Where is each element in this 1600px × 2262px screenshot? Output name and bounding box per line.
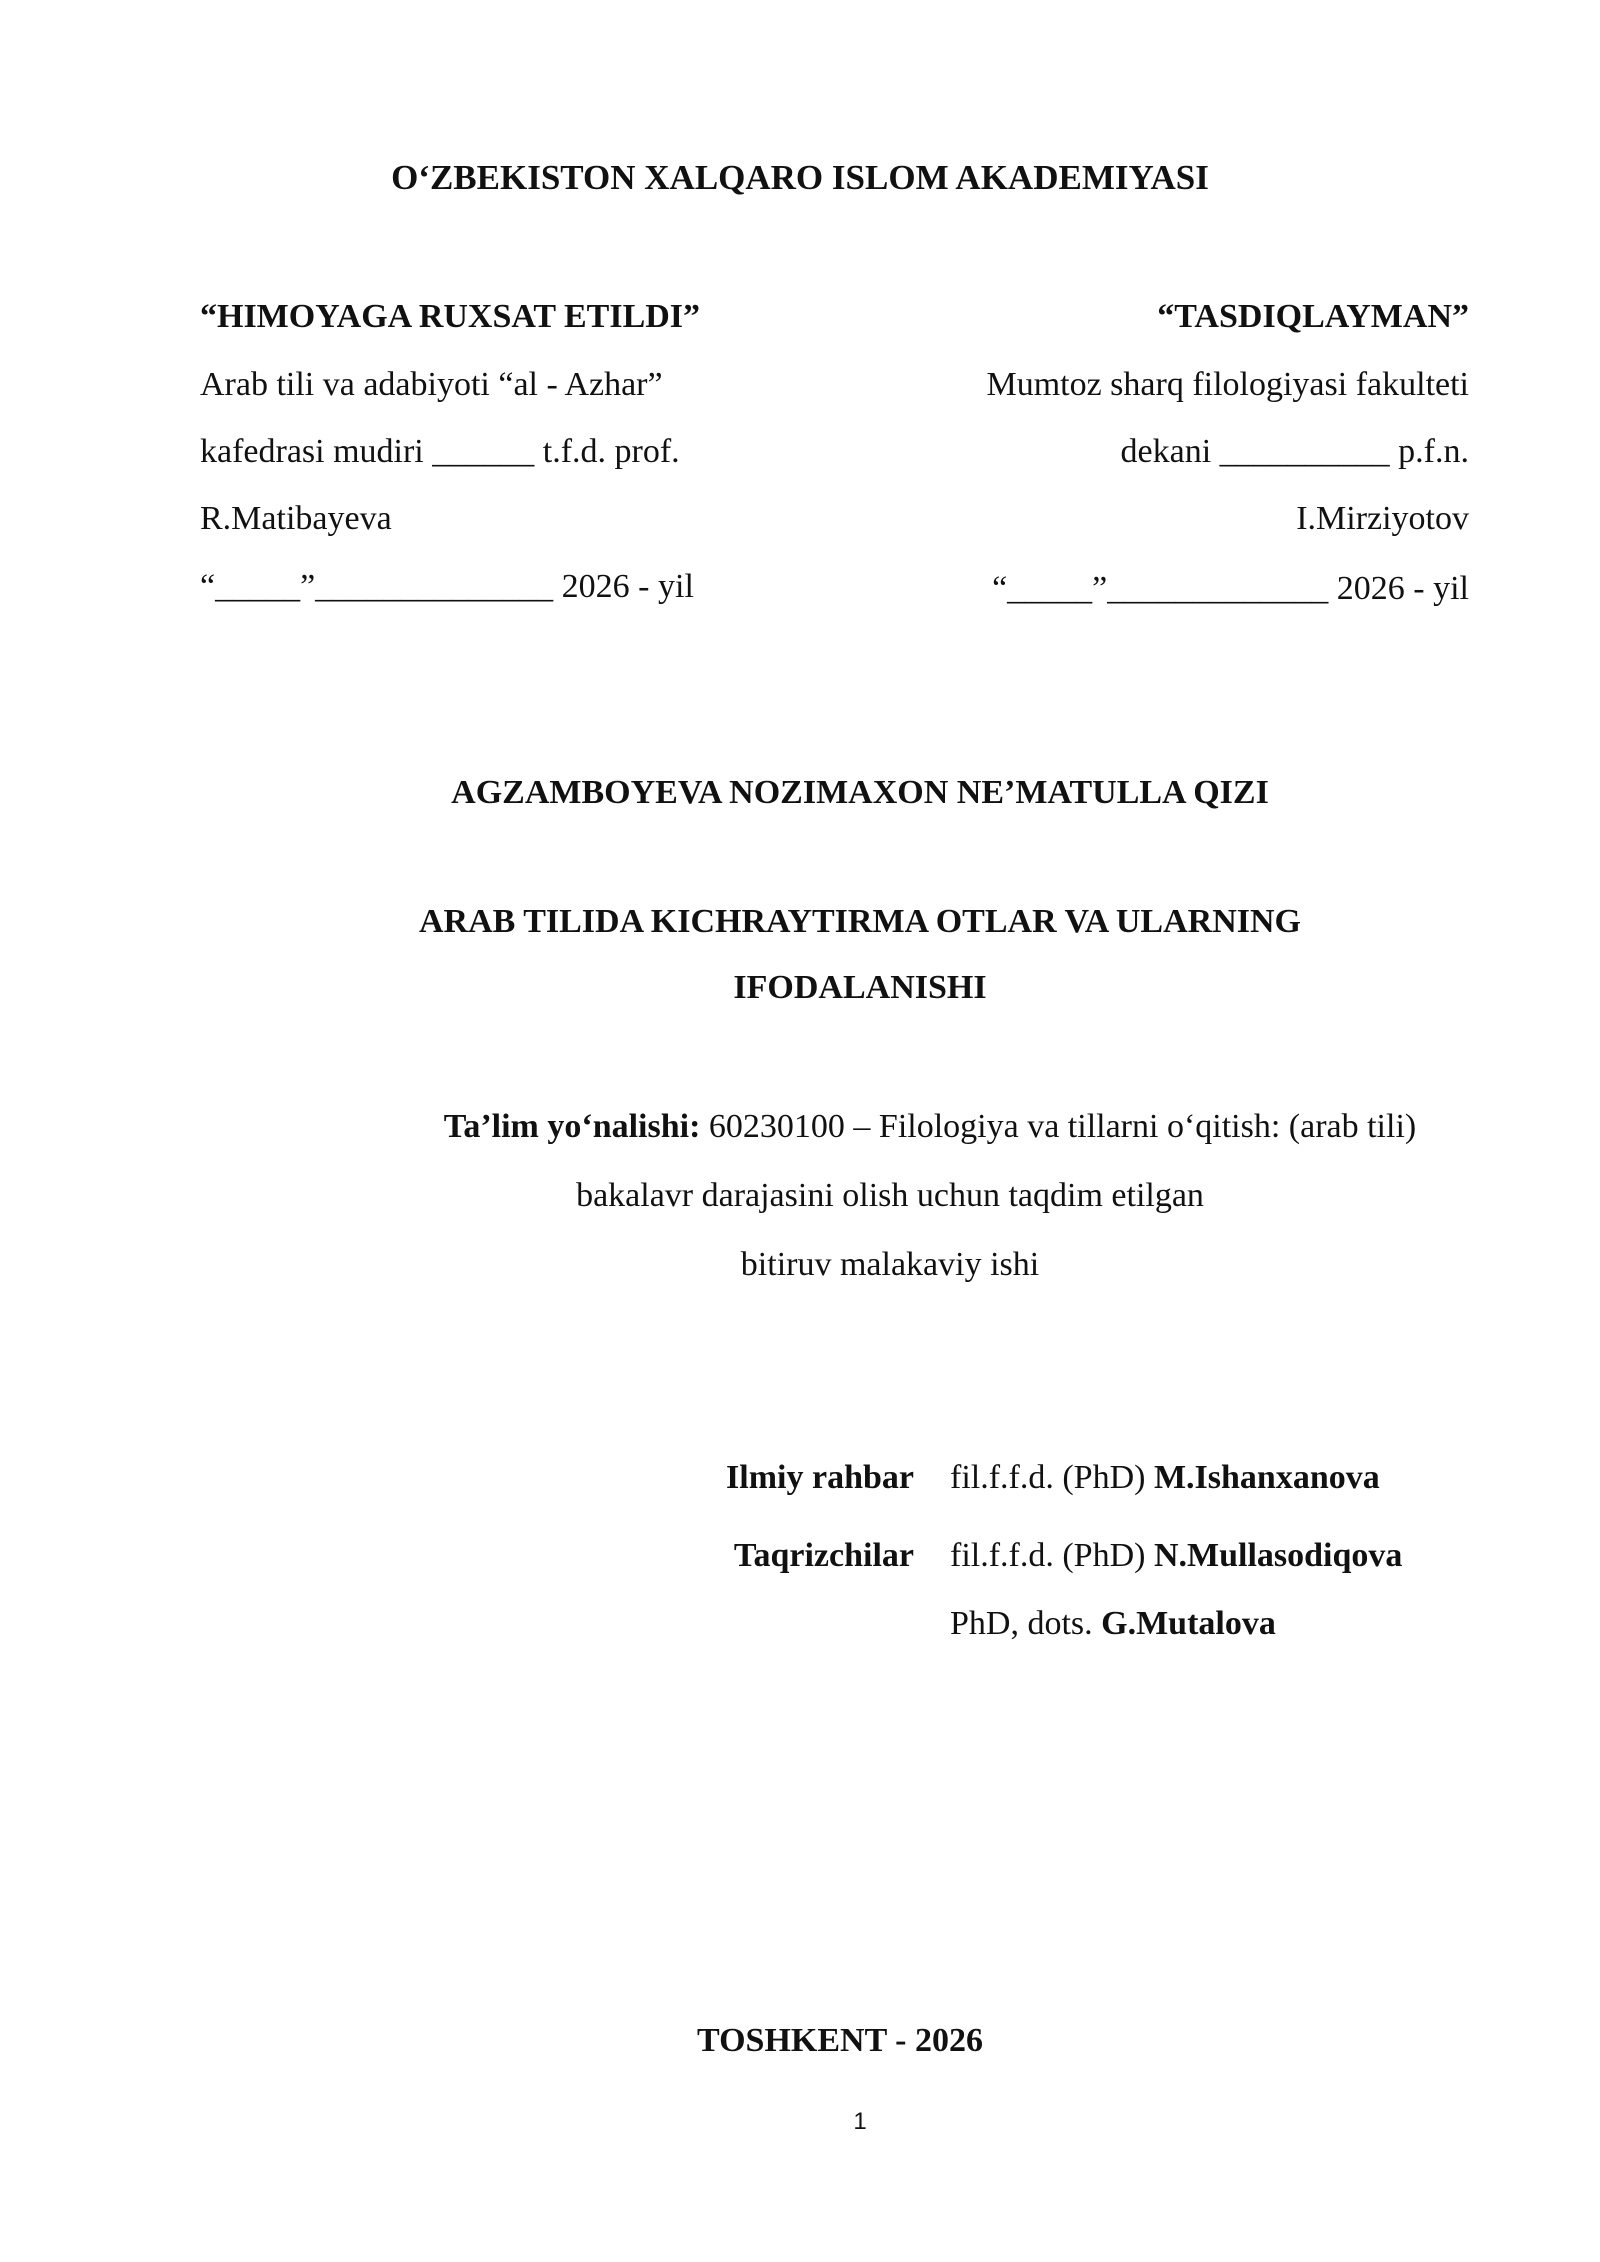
supervisor-degree: fil.f.f.d. (PhD) — [950, 1459, 1154, 1496]
supervisor-name: M.Ishanxanova — [1153, 1459, 1380, 1496]
thesis-title-line-2: IFODALANISHI — [733, 969, 987, 1006]
approval-left-heading: “HIMOYAGA RUXSAT ETILDI” — [200, 298, 701, 335]
degree-purpose-line: bakalavr darajasini olish uchun taqdim etilgan — [576, 1177, 1204, 1214]
institution-title: O‘ZBEKISTON XALQARO ISLOM AKADEMIYASI — [391, 158, 1209, 197]
supervisor-label: Ilmiy rahbar — [726, 1459, 914, 1496]
supervisor-value — [950, 1459, 1380, 1497]
reviewer-degree: fil.f.f.d. (PhD) — [950, 1537, 1154, 1574]
reviewer-degree: PhD, dots. — [950, 1605, 1102, 1642]
approval-right-line-2: dekani __________ p.f.n. — [1120, 433, 1469, 470]
education-direction-label: Ta’lim yo‘nalishi: — [443, 1108, 701, 1145]
approval-left-line-3: R.Matibayeva — [200, 500, 392, 537]
reviewers-label: Taqrizchilar — [733, 1537, 914, 1574]
approval-left-line-1: Arab tili va adabiyoti “al - Azhar” — [200, 366, 663, 403]
approval-right-line-1: Mumtoz sharq filologiyasi fakulteti — [986, 366, 1469, 403]
city-year: TOSHKENT - 2026 — [697, 2022, 983, 2059]
education-direction-value: 60230100 – Filologiya va tillarni o‘qitish: (arab tili) — [700, 1108, 1417, 1145]
education-direction — [0, 1108, 1600, 1146]
approval-right-heading: “TASDIQLAYMAN” — [1157, 298, 1469, 335]
reviewer-name: N.Mullasodiqova — [1153, 1537, 1403, 1574]
reviewer-item — [950, 1537, 1402, 1575]
page-number: 1 — [853, 2108, 867, 2135]
reviewer-name: G.Mutalova — [1101, 1605, 1276, 1642]
approval-left-date-line: “_____”______________ 2026 - yil — [200, 568, 694, 605]
work-type-line: bitiruv malakaviy ishi — [740, 1246, 1040, 1283]
approval-right-line-3: I.Mirziyotov — [1296, 500, 1469, 537]
approval-right-date-line: “_____”_____________ 2026 - yil — [992, 570, 1469, 607]
reviewer-item — [950, 1605, 1276, 1643]
author-name: AGZAMBOYEVA NOZIMAXON NE’MATULLA QIZI — [451, 774, 1269, 811]
approval-left-line-2: kafedrasi mudiri ______ t.f.d. prof. — [200, 433, 680, 470]
thesis-title-line-1: ARAB TILIDA KICHRAYTIRMA OTLAR VA ULARNING — [419, 903, 1301, 940]
